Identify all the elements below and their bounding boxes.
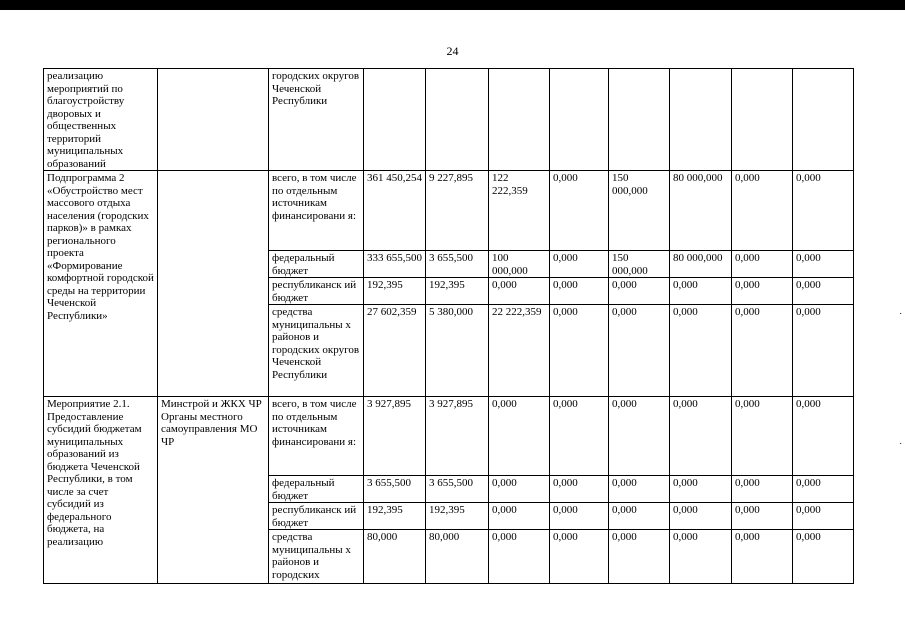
value-cell: 0,000 — [793, 530, 854, 584]
value-cell: 122 222,359 — [489, 171, 550, 251]
value-cell: 0,000 — [732, 476, 793, 503]
value-cell: 0,000 — [732, 305, 793, 397]
value-cell: 0,000 — [550, 251, 609, 278]
value-cell: 0,000 — [732, 397, 793, 476]
source-cell: федеральный бюджет — [269, 476, 364, 503]
value-cell: 0,000 — [793, 278, 854, 305]
responsible-cell — [158, 171, 269, 397]
value-cell: 0,000 — [670, 278, 732, 305]
value-cell: 22 222,359 — [489, 305, 550, 397]
subprogram-cell: Подпрограмма 2 «Обустройство мест массового отдыха населения (городских парков)» в рамках регионального проекта «Формирование комфортной городской среды на территории Чеченской Республики» — [44, 171, 158, 397]
scan-speck: ˙ — [899, 442, 903, 453]
value-cell: 0,000 — [670, 476, 732, 503]
value-cell: 0,000 — [609, 397, 670, 476]
page-number: 24 — [446, 44, 459, 58]
source-cell: городских округов Чеченской Республики — [269, 69, 364, 171]
value-cell: 9 227,895 — [426, 171, 489, 251]
value-cell: 80,000 — [426, 530, 489, 584]
value-cell: 0,000 — [732, 530, 793, 584]
value-cell: 80 000,000 — [670, 251, 732, 278]
value-cell — [489, 69, 550, 171]
scan-speck: ˙ — [899, 312, 903, 323]
value-cell: 0,000 — [550, 476, 609, 503]
value-cell: 0,000 — [732, 171, 793, 251]
value-cell: 0,000 — [670, 530, 732, 584]
table-row — [44, 397, 854, 476]
value-cell: 3 927,895 — [364, 397, 426, 476]
scan-top-border — [0, 0, 905, 10]
value-cell: 0,000 — [609, 278, 670, 305]
value-cell: 0,000 — [609, 530, 670, 584]
value-cell: 361 450,254 — [364, 171, 426, 251]
value-cell: 0,000 — [489, 476, 550, 503]
source-cell: федеральный бюджет — [269, 251, 364, 278]
value-cell: 0,000 — [489, 530, 550, 584]
budget-table — [43, 68, 854, 584]
value-cell: 3 655,500 — [426, 476, 489, 503]
source-cell: всего, в том числе по отдельным источникам финансировани я: — [269, 171, 364, 251]
value-cell: 0,000 — [609, 305, 670, 397]
value-cell: 0,000 — [793, 171, 854, 251]
value-cell: 0,000 — [793, 397, 854, 476]
value-cell — [670, 69, 732, 171]
value-cell: 100 000,000 — [489, 251, 550, 278]
value-cell: 0,000 — [793, 476, 854, 503]
value-cell: 0,000 — [732, 251, 793, 278]
value-cell — [609, 69, 670, 171]
value-cell: 0,000 — [670, 503, 732, 530]
value-cell: 0,000 — [489, 397, 550, 476]
value-cell: 0,000 — [609, 503, 670, 530]
value-cell: 3 655,500 — [426, 251, 489, 278]
value-cell: 0,000 — [670, 305, 732, 397]
value-cell: 0,000 — [793, 251, 854, 278]
value-cell: 192,395 — [426, 503, 489, 530]
measure-cell: Мероприятие 2.1. Предоставление субсидий бюджетам муниципальных образований из бюджета Чеченской Республики, в том числе за счет субсидий из федерального бюджета, на реализацию — [44, 397, 158, 584]
value-cell: 192,395 — [364, 278, 426, 305]
value-cell: 27 602,359 — [364, 305, 426, 397]
value-cell — [793, 69, 854, 171]
source-cell: средства муниципальны х районов и городских — [269, 530, 364, 584]
value-cell: 150 000,000 — [609, 171, 670, 251]
value-cell: 0,000 — [609, 476, 670, 503]
source-cell: средства муниципальны х районов и городских округов Чеченской Республики — [269, 305, 364, 397]
value-cell: 0,000 — [793, 503, 854, 530]
responsible-cell: Минстрой и ЖКХ ЧР Органы местного самоуправления МО ЧР — [158, 397, 269, 584]
value-cell: 0,000 — [550, 171, 609, 251]
value-cell: 0,000 — [550, 278, 609, 305]
value-cell: 150 000,000 — [609, 251, 670, 278]
value-cell — [550, 69, 609, 171]
value-cell: 192,395 — [364, 503, 426, 530]
value-cell: 0,000 — [732, 503, 793, 530]
value-cell — [426, 69, 489, 171]
source-cell: всего, в том числе по отдельным источникам финансировани я: — [269, 397, 364, 476]
value-cell: 333 655,500 — [364, 251, 426, 278]
table-row — [44, 69, 854, 171]
value-cell: 0,000 — [670, 397, 732, 476]
value-cell: 0,000 — [550, 530, 609, 584]
value-cell: 0,000 — [489, 278, 550, 305]
value-cell — [732, 69, 793, 171]
value-cell: 0,000 — [489, 503, 550, 530]
value-cell: 0,000 — [550, 503, 609, 530]
table-row — [44, 171, 854, 251]
value-cell: 3 655,500 — [364, 476, 426, 503]
responsible-cell — [158, 69, 269, 171]
source-cell: республиканск ий бюджет — [269, 503, 364, 530]
activity-cell: реализацию мероприятий по благоустройству дворовых и общественных территорий муниципальных образований — [44, 69, 158, 171]
value-cell: 5 380,000 — [426, 305, 489, 397]
value-cell — [364, 69, 426, 171]
value-cell: 0,000 — [793, 305, 854, 397]
value-cell: 0,000 — [550, 397, 609, 476]
value-cell: 80 000,000 — [670, 171, 732, 251]
value-cell: 192,395 — [426, 278, 489, 305]
source-cell: республиканск ий бюджет — [269, 278, 364, 305]
value-cell: 0,000 — [550, 305, 609, 397]
value-cell: 0,000 — [732, 278, 793, 305]
value-cell: 80,000 — [364, 530, 426, 584]
value-cell: 3 927,895 — [426, 397, 489, 476]
